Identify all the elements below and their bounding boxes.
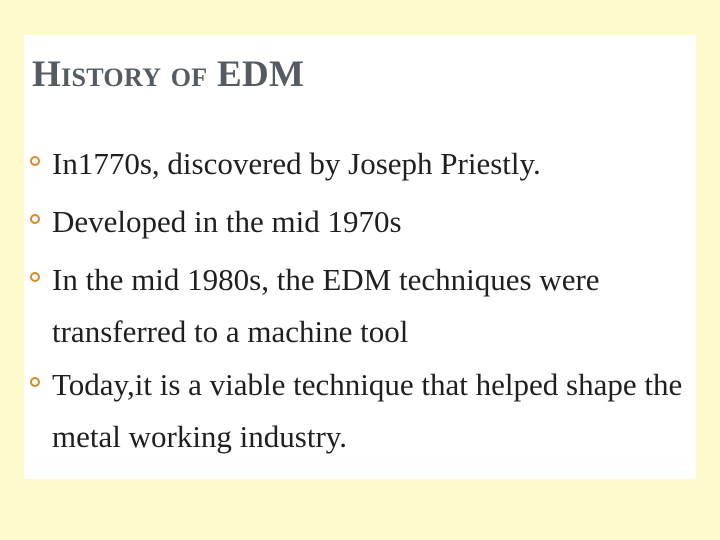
bullet-item [30, 138, 690, 190]
bullet-list [24, 35, 696, 479]
bullet-text: Developed in the mid 1970s [52, 204, 402, 239]
bullet-item [30, 196, 690, 248]
hollow-circle-bullet-icon [30, 272, 40, 282]
hollow-circle-bullet-icon [30, 214, 40, 224]
bullet-text: In the mid 1980s, the EDM techniques were transferred to a machine tool [52, 262, 600, 349]
bullet-text: In1770s, discovered by Joseph Priestly. [52, 146, 541, 181]
slide-image [24, 35, 696, 479]
slide-title: History of EDM [32, 54, 305, 95]
bullet-item [30, 359, 690, 463]
bullet-item [30, 254, 690, 358]
bullet-text: Today,it is a viable technique that helped shape the metal working industry. [52, 367, 683, 454]
hollow-circle-bullet-icon [30, 377, 40, 387]
hollow-circle-bullet-icon [30, 156, 40, 166]
